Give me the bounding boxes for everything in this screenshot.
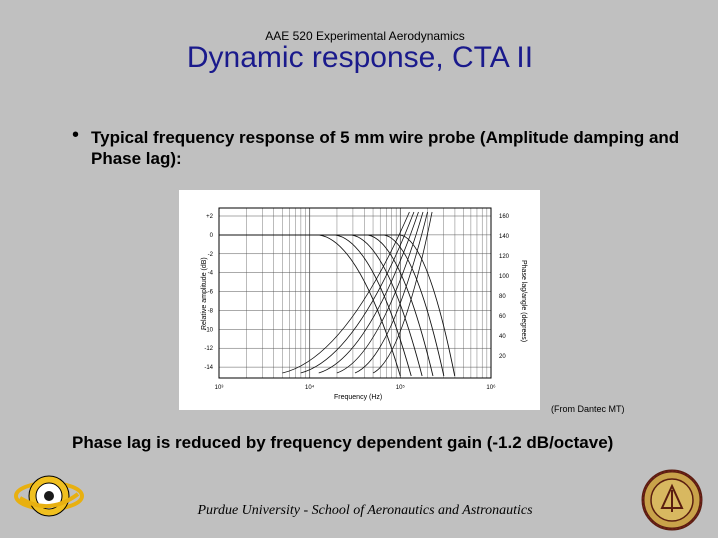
slide-title: Dynamic response, CTA II [186,41,534,74]
y-right-axis-label: Phase lag/angle (degrees) [520,260,527,343]
phase-lag-curve [373,212,432,373]
y-right-tick-label: 80 [499,294,506,300]
y-left-tick-label: -10 [204,327,213,334]
x-tick-label: 10⁴ [305,385,315,391]
y-right-tick-label: 60 [499,314,506,320]
y-left-tick-label: -6 [207,289,213,296]
y-left-tick-label: -12 [204,346,213,353]
frequency-response-figure [179,190,540,410]
y-left-tick-label: -2 [207,251,213,258]
course-header: AAE 520 Experimental Aerodynamics [265,29,465,43]
bullet-text: Typical frequency response of 5 mm wire probe (Amplitude damping and Phase lag): [91,128,680,168]
x-tick-label: 10⁶ [486,385,496,391]
frequency-response-plot [179,190,540,410]
y-left-tick-label: -14 [204,365,213,372]
amplitude-curve [219,235,411,376]
y-left-tick-label: 0 [209,232,213,239]
figure-credit: (From Dantec MT) [551,404,625,414]
y-right-tick-label: 140 [499,234,510,240]
x-tick-label: 10³ [214,385,224,391]
y-right-tick-label: 100 [499,274,510,280]
x-tick-label: 10⁵ [395,385,405,391]
y-left-tick-label: -4 [207,270,213,277]
phase-lag-curve [355,212,428,373]
x-axis-label: Frequency (Hz) [334,394,383,401]
phase-lag-curve [282,212,409,373]
phase-lag-statement: Phase lag is reduced by frequency dependent gain (-1.2 dB/octave) [72,433,614,452]
y-left-axis-label: Relative amplitude (dB) [201,257,208,330]
y-right-tick-label: 120 [499,254,510,260]
y-left-tick-label: +2 [206,214,213,220]
y-right-tick-label: 160 [499,214,510,220]
university-seal-icon [640,468,704,532]
y-right-tick-label: 40 [499,334,506,340]
y-left-tick-label: -8 [207,308,213,315]
bullet-icon: • [72,124,80,146]
footer-text: Purdue University - School of Aeronautics and Astronautics [197,503,533,518]
y-right-tick-label: 20 [499,354,506,360]
